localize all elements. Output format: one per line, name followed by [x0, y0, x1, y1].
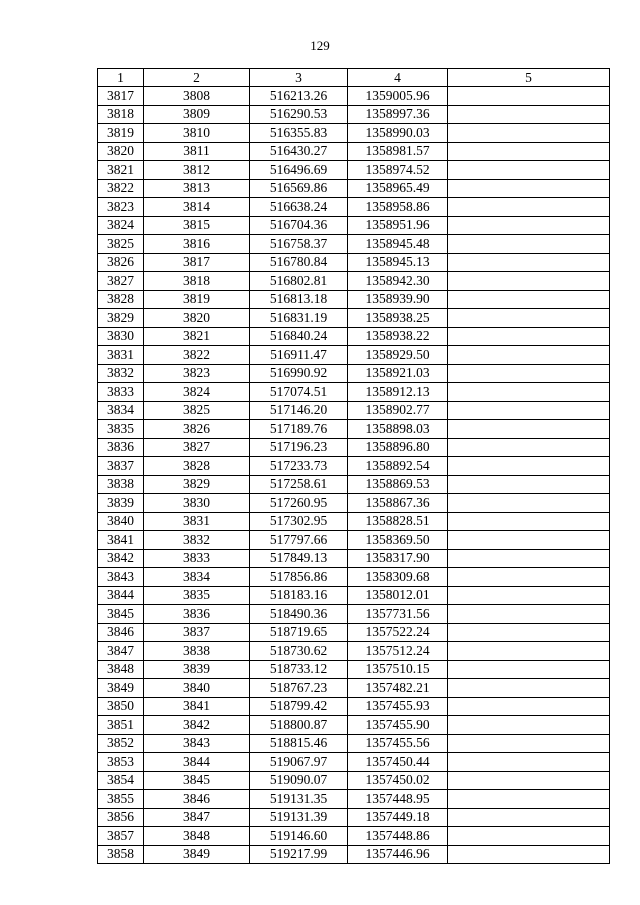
table-row — [98, 235, 610, 254]
y-coordinate-cell: 1357522.24 — [348, 623, 448, 642]
point-number-cell: 3840 — [144, 679, 250, 698]
point-number-cell: 3814 — [144, 198, 250, 217]
column-header-1: 1 — [98, 69, 144, 87]
row-number-cell: 3858 — [98, 845, 144, 864]
row-number-cell: 3836 — [98, 438, 144, 457]
x-coordinate-cell: 517302.95 — [250, 512, 348, 531]
notes-cell — [448, 290, 610, 309]
x-coordinate-cell: 518490.36 — [250, 605, 348, 624]
x-coordinate-cell: 517196.23 — [250, 438, 348, 457]
row-number-cell: 3847 — [98, 642, 144, 661]
x-coordinate-cell: 517074.51 — [250, 383, 348, 402]
row-number-cell: 3841 — [98, 531, 144, 550]
notes-cell — [448, 272, 610, 291]
column-header-5: 5 — [448, 69, 610, 87]
notes-cell — [448, 216, 610, 235]
point-number-cell: 3810 — [144, 124, 250, 143]
point-number-cell: 3812 — [144, 161, 250, 180]
table-row — [98, 457, 610, 476]
y-coordinate-cell: 1358945.48 — [348, 235, 448, 254]
y-coordinate-cell: 1358965.49 — [348, 179, 448, 198]
x-coordinate-cell: 518815.46 — [250, 734, 348, 753]
x-coordinate-cell: 516831.19 — [250, 309, 348, 328]
row-number-cell: 3821 — [98, 161, 144, 180]
row-number-cell: 3850 — [98, 697, 144, 716]
x-coordinate-cell: 516758.37 — [250, 235, 348, 254]
table-row — [98, 808, 610, 827]
y-coordinate-cell: 1358974.52 — [348, 161, 448, 180]
table-row — [98, 753, 610, 772]
y-coordinate-cell: 1357731.56 — [348, 605, 448, 624]
table-row — [98, 309, 610, 328]
notes-cell — [448, 771, 610, 790]
notes-cell — [448, 401, 610, 420]
x-coordinate-cell: 517797.66 — [250, 531, 348, 550]
point-number-cell: 3811 — [144, 142, 250, 161]
notes-cell — [448, 512, 610, 531]
table-row — [98, 364, 610, 383]
point-number-cell: 3815 — [144, 216, 250, 235]
notes-cell — [448, 531, 610, 550]
row-number-cell: 3848 — [98, 660, 144, 679]
row-number-cell: 3820 — [98, 142, 144, 161]
x-coordinate-cell: 517233.73 — [250, 457, 348, 476]
x-coordinate-cell: 519217.99 — [250, 845, 348, 864]
notes-cell — [448, 753, 610, 772]
table-row — [98, 623, 610, 642]
notes-cell — [448, 827, 610, 846]
row-number-cell: 3822 — [98, 179, 144, 198]
notes-cell — [448, 660, 610, 679]
x-coordinate-cell: 517849.13 — [250, 549, 348, 568]
row-number-cell: 3846 — [98, 623, 144, 642]
notes-cell — [448, 457, 610, 476]
table-row — [98, 790, 610, 809]
column-header-2: 2 — [144, 69, 250, 87]
notes-cell — [448, 475, 610, 494]
point-number-cell: 3827 — [144, 438, 250, 457]
x-coordinate-cell: 516213.26 — [250, 87, 348, 106]
table-header — [98, 69, 610, 87]
table-row — [98, 549, 610, 568]
x-coordinate-cell: 518767.23 — [250, 679, 348, 698]
row-number-cell: 3840 — [98, 512, 144, 531]
row-number-cell: 3844 — [98, 586, 144, 605]
notes-cell — [448, 586, 610, 605]
y-coordinate-cell: 1357446.96 — [348, 845, 448, 864]
row-number-cell: 3829 — [98, 309, 144, 328]
x-coordinate-cell: 517146.20 — [250, 401, 348, 420]
notes-cell — [448, 549, 610, 568]
row-number-cell: 3823 — [98, 198, 144, 217]
header-row — [98, 69, 610, 87]
table-row — [98, 327, 610, 346]
point-number-cell: 3845 — [144, 771, 250, 790]
table-row — [98, 716, 610, 735]
table-row — [98, 161, 610, 180]
table-row — [98, 346, 610, 365]
x-coordinate-cell: 519090.07 — [250, 771, 348, 790]
notes-cell — [448, 697, 610, 716]
column-header-3: 3 — [250, 69, 348, 87]
y-coordinate-cell: 1358945.13 — [348, 253, 448, 272]
point-number-cell: 3839 — [144, 660, 250, 679]
notes-cell — [448, 420, 610, 439]
point-number-cell: 3829 — [144, 475, 250, 494]
row-number-cell: 3819 — [98, 124, 144, 143]
y-coordinate-cell: 1358902.77 — [348, 401, 448, 420]
y-coordinate-cell: 1359005.96 — [348, 87, 448, 106]
y-coordinate-cell: 1357448.95 — [348, 790, 448, 809]
row-number-cell: 3827 — [98, 272, 144, 291]
point-number-cell: 3816 — [144, 235, 250, 254]
y-coordinate-cell: 1357455.56 — [348, 734, 448, 753]
point-number-cell: 3819 — [144, 290, 250, 309]
point-number-cell: 3834 — [144, 568, 250, 587]
x-coordinate-cell: 516990.92 — [250, 364, 348, 383]
x-coordinate-cell: 518730.62 — [250, 642, 348, 661]
table-row — [98, 660, 610, 679]
y-coordinate-cell: 1357449.18 — [348, 808, 448, 827]
table-row — [98, 87, 610, 106]
row-number-cell: 3857 — [98, 827, 144, 846]
y-coordinate-cell: 1358309.68 — [348, 568, 448, 587]
point-number-cell: 3849 — [144, 845, 250, 864]
y-coordinate-cell: 1357482.21 — [348, 679, 448, 698]
x-coordinate-cell: 516911.47 — [250, 346, 348, 365]
notes-cell — [448, 734, 610, 753]
row-number-cell: 3845 — [98, 605, 144, 624]
point-number-cell: 3809 — [144, 105, 250, 124]
y-coordinate-cell: 1358898.03 — [348, 420, 448, 439]
notes-cell — [448, 364, 610, 383]
y-coordinate-cell: 1358867.36 — [348, 494, 448, 513]
y-coordinate-cell: 1358958.86 — [348, 198, 448, 217]
notes-cell — [448, 161, 610, 180]
point-number-cell: 3824 — [144, 383, 250, 402]
point-number-cell: 3838 — [144, 642, 250, 661]
point-number-cell: 3820 — [144, 309, 250, 328]
notes-cell — [448, 87, 610, 106]
row-number-cell: 3830 — [98, 327, 144, 346]
y-coordinate-cell: 1357512.24 — [348, 642, 448, 661]
row-number-cell: 3824 — [98, 216, 144, 235]
x-coordinate-cell: 517258.61 — [250, 475, 348, 494]
row-number-cell: 3843 — [98, 568, 144, 587]
column-header-4: 4 — [348, 69, 448, 87]
point-number-cell: 3830 — [144, 494, 250, 513]
table-row — [98, 697, 610, 716]
row-number-cell: 3835 — [98, 420, 144, 439]
notes-cell — [448, 679, 610, 698]
table-row — [98, 494, 610, 513]
notes-cell — [448, 253, 610, 272]
row-number-cell: 3825 — [98, 235, 144, 254]
row-number-cell: 3849 — [98, 679, 144, 698]
y-coordinate-cell: 1358869.53 — [348, 475, 448, 494]
point-number-cell: 3843 — [144, 734, 250, 753]
table-row — [98, 475, 610, 494]
point-number-cell: 3821 — [144, 327, 250, 346]
point-number-cell: 3831 — [144, 512, 250, 531]
x-coordinate-cell: 516813.18 — [250, 290, 348, 309]
notes-cell — [448, 346, 610, 365]
y-coordinate-cell: 1358981.57 — [348, 142, 448, 161]
point-number-cell: 3833 — [144, 549, 250, 568]
table-row — [98, 216, 610, 235]
notes-cell — [448, 716, 610, 735]
table-row — [98, 142, 610, 161]
notes-cell — [448, 605, 610, 624]
notes-cell — [448, 309, 610, 328]
table-row — [98, 401, 610, 420]
notes-cell — [448, 623, 610, 642]
x-coordinate-cell: 516355.83 — [250, 124, 348, 143]
y-coordinate-cell: 1358892.54 — [348, 457, 448, 476]
table-row — [98, 290, 610, 309]
y-coordinate-cell: 1358938.22 — [348, 327, 448, 346]
x-coordinate-cell: 516840.24 — [250, 327, 348, 346]
y-coordinate-cell: 1358997.36 — [348, 105, 448, 124]
table-row — [98, 124, 610, 143]
table-row — [98, 179, 610, 198]
point-number-cell: 3846 — [144, 790, 250, 809]
notes-cell — [448, 845, 610, 864]
table-row — [98, 771, 610, 790]
row-number-cell: 3855 — [98, 790, 144, 809]
notes-cell — [448, 142, 610, 161]
row-number-cell: 3856 — [98, 808, 144, 827]
point-number-cell: 3828 — [144, 457, 250, 476]
table-row — [98, 198, 610, 217]
x-coordinate-cell: 519131.35 — [250, 790, 348, 809]
notes-cell — [448, 124, 610, 143]
y-coordinate-cell: 1358896.80 — [348, 438, 448, 457]
y-coordinate-cell: 1357510.15 — [348, 660, 448, 679]
x-coordinate-cell: 517189.76 — [250, 420, 348, 439]
y-coordinate-cell: 1358012.01 — [348, 586, 448, 605]
notes-cell — [448, 235, 610, 254]
notes-cell — [448, 808, 610, 827]
notes-cell — [448, 642, 610, 661]
point-number-cell: 3823 — [144, 364, 250, 383]
table-row — [98, 734, 610, 753]
point-number-cell: 3842 — [144, 716, 250, 735]
row-number-cell: 3818 — [98, 105, 144, 124]
point-number-cell: 3841 — [144, 697, 250, 716]
row-number-cell: 3851 — [98, 716, 144, 735]
x-coordinate-cell: 517260.95 — [250, 494, 348, 513]
table-body — [98, 87, 610, 864]
row-number-cell: 3834 — [98, 401, 144, 420]
notes-cell — [448, 198, 610, 217]
row-number-cell: 3852 — [98, 734, 144, 753]
x-coordinate-cell: 516430.27 — [250, 142, 348, 161]
row-number-cell: 3853 — [98, 753, 144, 772]
point-number-cell: 3836 — [144, 605, 250, 624]
y-coordinate-cell: 1358942.30 — [348, 272, 448, 291]
point-number-cell: 3847 — [144, 808, 250, 827]
y-coordinate-cell: 1357448.86 — [348, 827, 448, 846]
row-number-cell: 3832 — [98, 364, 144, 383]
table-row — [98, 845, 610, 864]
table-row — [98, 586, 610, 605]
x-coordinate-cell: 519146.60 — [250, 827, 348, 846]
point-number-cell: 3822 — [144, 346, 250, 365]
x-coordinate-cell: 518800.87 — [250, 716, 348, 735]
notes-cell — [448, 438, 610, 457]
x-coordinate-cell: 516780.84 — [250, 253, 348, 272]
table-row — [98, 512, 610, 531]
y-coordinate-cell: 1357455.93 — [348, 697, 448, 716]
x-coordinate-cell: 516569.86 — [250, 179, 348, 198]
x-coordinate-cell: 516802.81 — [250, 272, 348, 291]
x-coordinate-cell: 519131.39 — [250, 808, 348, 827]
x-coordinate-cell: 516290.53 — [250, 105, 348, 124]
y-coordinate-cell: 1358912.13 — [348, 383, 448, 402]
point-number-cell: 3813 — [144, 179, 250, 198]
row-number-cell: 3837 — [98, 457, 144, 476]
table-row — [98, 383, 610, 402]
row-number-cell: 3833 — [98, 383, 144, 402]
x-coordinate-cell: 519067.97 — [250, 753, 348, 772]
table-row — [98, 531, 610, 550]
y-coordinate-cell: 1358990.03 — [348, 124, 448, 143]
y-coordinate-cell: 1357450.02 — [348, 771, 448, 790]
row-number-cell: 3826 — [98, 253, 144, 272]
y-coordinate-cell: 1358939.90 — [348, 290, 448, 309]
point-number-cell: 3832 — [144, 531, 250, 550]
point-number-cell: 3837 — [144, 623, 250, 642]
row-number-cell: 3838 — [98, 475, 144, 494]
x-coordinate-cell: 518733.12 — [250, 660, 348, 679]
notes-cell — [448, 179, 610, 198]
row-number-cell: 3831 — [98, 346, 144, 365]
row-number-cell: 3817 — [98, 87, 144, 106]
point-number-cell: 3848 — [144, 827, 250, 846]
point-number-cell: 3817 — [144, 253, 250, 272]
point-number-cell: 3844 — [144, 753, 250, 772]
x-coordinate-cell: 518719.65 — [250, 623, 348, 642]
y-coordinate-cell: 1357455.90 — [348, 716, 448, 735]
notes-cell — [448, 383, 610, 402]
coordinates-table — [97, 68, 610, 864]
point-number-cell: 3835 — [144, 586, 250, 605]
notes-cell — [448, 494, 610, 513]
point-number-cell: 3808 — [144, 87, 250, 106]
table-row — [98, 568, 610, 587]
table-row — [98, 679, 610, 698]
row-number-cell: 3854 — [98, 771, 144, 790]
x-coordinate-cell: 517856.86 — [250, 568, 348, 587]
point-number-cell: 3825 — [144, 401, 250, 420]
x-coordinate-cell: 518183.16 — [250, 586, 348, 605]
table-row — [98, 420, 610, 439]
row-number-cell: 3839 — [98, 494, 144, 513]
table-row — [98, 253, 610, 272]
table-row — [98, 827, 610, 846]
point-number-cell: 3818 — [144, 272, 250, 291]
table-row — [98, 642, 610, 661]
y-coordinate-cell: 1358929.50 — [348, 346, 448, 365]
point-number-cell: 3826 — [144, 420, 250, 439]
y-coordinate-cell: 1358951.96 — [348, 216, 448, 235]
y-coordinate-cell: 1358317.90 — [348, 549, 448, 568]
notes-cell — [448, 790, 610, 809]
table-row — [98, 438, 610, 457]
y-coordinate-cell: 1358828.51 — [348, 512, 448, 531]
page-number: 129 — [310, 38, 330, 53]
y-coordinate-cell: 1357450.44 — [348, 753, 448, 772]
notes-cell — [448, 327, 610, 346]
table-row — [98, 105, 610, 124]
table-row — [98, 272, 610, 291]
row-number-cell: 3842 — [98, 549, 144, 568]
table-row — [98, 605, 610, 624]
y-coordinate-cell: 1358369.50 — [348, 531, 448, 550]
row-number-cell: 3828 — [98, 290, 144, 309]
y-coordinate-cell: 1358938.25 — [348, 309, 448, 328]
x-coordinate-cell: 518799.42 — [250, 697, 348, 716]
x-coordinate-cell: 516638.24 — [250, 198, 348, 217]
notes-cell — [448, 568, 610, 587]
x-coordinate-cell: 516704.36 — [250, 216, 348, 235]
y-coordinate-cell: 1358921.03 — [348, 364, 448, 383]
x-coordinate-cell: 516496.69 — [250, 161, 348, 180]
notes-cell — [448, 105, 610, 124]
